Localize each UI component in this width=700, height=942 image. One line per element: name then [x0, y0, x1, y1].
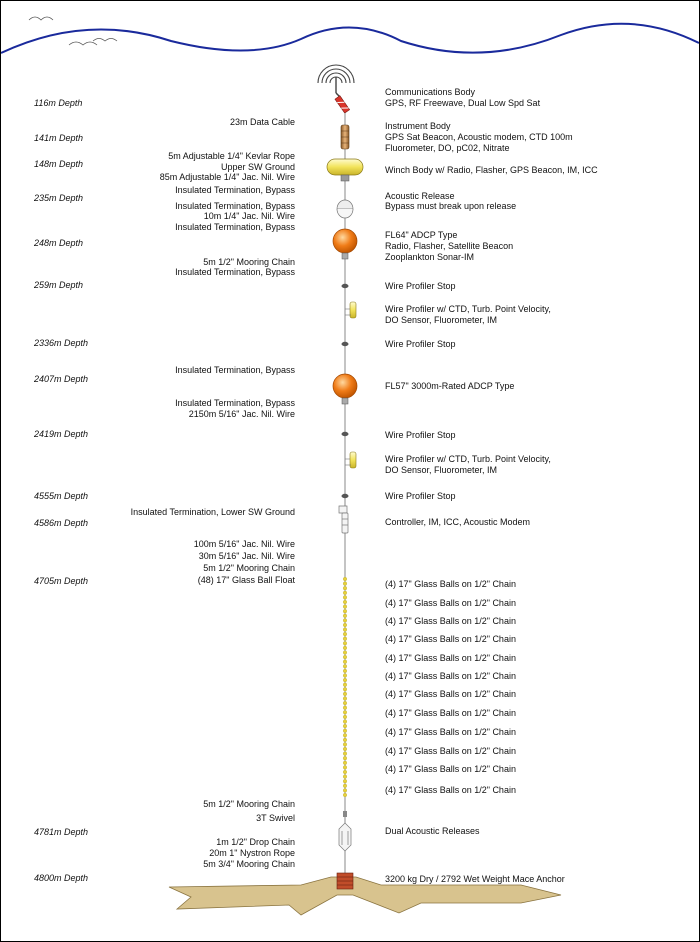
glass-balls-label: (4) 17" Glass Balls on 1/2" Chain	[385, 579, 516, 589]
glass-ball-icon	[343, 619, 347, 623]
depth-label: 148m Depth	[34, 159, 84, 169]
glass-ball-icon	[343, 609, 347, 613]
component-label: Wire Profiler Stop	[385, 339, 456, 349]
depth-label: 116m Depth	[34, 98, 83, 108]
glass-ball-icon	[343, 605, 347, 609]
glass-ball-icon	[343, 600, 347, 604]
glass-ball-icon	[343, 665, 347, 669]
glass-balls-label: (4) 17" Glass Balls on 1/2" Chain	[385, 764, 516, 774]
component-label: 1m 1/2" Drop Chain	[216, 837, 295, 847]
component-label: Instrument Body	[385, 121, 451, 131]
depth-label: 4800m Depth	[34, 873, 89, 883]
component-label: 5m 1/2" Mooring Chain	[203, 563, 295, 573]
glass-ball-icon	[343, 784, 347, 788]
glass-ball-icon	[343, 701, 347, 705]
component-label: Zooplankton Sonar-IM	[385, 252, 475, 262]
glass-ball-icon	[343, 766, 347, 770]
component-label: 5m 1/2" Mooring Chain	[203, 257, 295, 267]
glass-ball-icon	[343, 646, 347, 650]
glass-ball-icon	[343, 711, 347, 715]
glass-ball-icon	[343, 623, 347, 627]
glass-balls-label: (4) 17" Glass Balls on 1/2" Chain	[385, 653, 516, 663]
sea-surface	[1, 24, 699, 53]
glass-ball-icon	[343, 586, 347, 590]
glass-ball-icon	[343, 614, 347, 618]
component-label: Bypass must break upon release	[385, 201, 517, 211]
glass-ball-icon	[343, 582, 347, 586]
component-label: DO Sensor, Fluorometer, IM	[385, 465, 498, 475]
glass-balls-label: (4) 17" Glass Balls on 1/2" Chain	[385, 616, 516, 626]
component-label: Acoustic Release	[385, 191, 455, 201]
component-label: 2150m 5/16" Jac. Nil. Wire	[188, 409, 295, 419]
glass-balls-label: (4) 17" Glass Balls on 1/2" Chain	[385, 785, 516, 795]
glass-ball-icon	[343, 632, 347, 636]
glass-ball-icon	[343, 683, 347, 687]
glass-ball-icon	[343, 674, 347, 678]
depth-label: 4555m Depth	[34, 491, 89, 501]
glass-ball-icon	[343, 697, 347, 701]
component-label: (48) 17" Glass Ball Float	[197, 575, 295, 585]
depth-label: 4586m Depth	[34, 518, 89, 528]
depth-label: 235m Depth	[34, 193, 84, 203]
glass-ball-icon	[343, 743, 347, 747]
depth-label: 4705m Depth	[34, 576, 89, 586]
component-label: Wire Profiler Stop	[385, 491, 456, 501]
glass-balls-label: (4) 17" Glass Balls on 1/2" Chain	[385, 671, 516, 681]
glass-ball-icon	[343, 756, 347, 760]
wire-profiler-icon	[345, 452, 356, 468]
component-label: 3T Swivel	[256, 813, 295, 823]
component-label: 23m Data Cable	[229, 117, 295, 127]
glass-ball-icon	[343, 596, 347, 600]
mace-anchor-icon	[337, 873, 353, 889]
component-label: Insulated Termination, Bypass	[175, 365, 295, 375]
winch-body-float-icon	[327, 159, 363, 175]
glass-ball-icon	[343, 642, 347, 646]
glass-ball-icon	[343, 779, 347, 783]
depth-label: 259m Depth	[34, 280, 84, 290]
component-label: Radio, Flasher, Satellite Beacon	[385, 241, 514, 251]
component-label: Wire Profiler Stop	[385, 430, 456, 440]
component-label: Dual Acoustic Releases	[385, 826, 480, 836]
fl64-adcp-float-icon	[333, 229, 357, 253]
component-label: Fluorometer, DO, pC02, Nitrate	[385, 143, 510, 153]
component-label: 5m 1/2" Mooring Chain	[203, 799, 295, 809]
component-label: 5m Adjustable 1/4" Kevlar Rope	[168, 151, 295, 161]
depth-label: 2336m Depth	[34, 338, 89, 348]
glass-balls-label: (4) 17" Glass Balls on 1/2" Chain	[385, 598, 516, 608]
glass-balls-label: (4) 17" Glass Balls on 1/2" Chain	[385, 708, 516, 718]
glass-balls-label: (4) 17" Glass Balls on 1/2" Chain	[385, 727, 516, 737]
glass-ball-icon	[343, 678, 347, 682]
glass-ball-icon	[343, 793, 347, 797]
glass-ball-icon	[343, 669, 347, 673]
glass-balls-label: (4) 17" Glass Balls on 1/2" Chain	[385, 746, 516, 756]
glass-ball-icon	[343, 628, 347, 632]
glass-ball-icon	[343, 660, 347, 664]
glass-ball-icon	[343, 577, 347, 581]
depth-label: 4781m Depth	[34, 827, 89, 837]
glass-ball-icon	[343, 724, 347, 728]
component-label: 10m 1/4" Jac. Nil. Wire	[203, 211, 295, 221]
glass-ball-icon	[343, 715, 347, 719]
glass-ball-icon	[343, 651, 347, 655]
component-label: 5m 3/4" Mooring Chain	[203, 859, 295, 869]
glass-ball-icon	[343, 655, 347, 659]
component-label: Insulated Termination, Bypass	[175, 201, 295, 211]
glass-ball-icon	[343, 747, 347, 751]
glass-ball-icon	[343, 692, 347, 696]
component-label: GPS, RF Freewave, Dual Low Spd Sat	[385, 98, 541, 108]
component-label: Wire Profiler Stop	[385, 281, 456, 291]
component-label: Insulated Termination, Lower SW Ground	[130, 507, 295, 517]
glass-ball-icon	[343, 770, 347, 774]
glass-balls-label: (4) 17" Glass Balls on 1/2" Chain	[385, 634, 516, 644]
component-label: 100m 5/16" Jac. Nil. Wire	[193, 539, 295, 549]
component-label: Upper SW Ground	[220, 162, 295, 172]
controller-icon	[339, 506, 348, 533]
glass-ball-icon	[343, 637, 347, 641]
glass-ball-icon	[343, 729, 347, 733]
component-label: Communications Body	[385, 87, 476, 97]
wire-profiler-icon	[345, 302, 356, 318]
acoustic-release-icon	[337, 200, 353, 209]
glass-ball-icon	[343, 591, 347, 595]
radio-waves-icon	[318, 65, 354, 93]
glass-ball-icon	[343, 688, 347, 692]
bird-icon	[93, 39, 117, 42]
wire-profiler-stop-icon	[342, 284, 349, 288]
glass-ball-icon	[343, 752, 347, 756]
bird-icon	[29, 17, 53, 20]
component-label: Wire Profiler w/ CTD, Turb. Point Velocity,	[385, 454, 551, 464]
component-label: Winch Body w/ Radio, Flasher, GPS Beacon, IM, ICC	[385, 165, 598, 175]
glass-ball-icon	[343, 761, 347, 765]
glass-ball-icon	[343, 738, 347, 742]
swivel-icon	[343, 811, 347, 817]
component-label: 30m 5/16" Jac. Nil. Wire	[198, 551, 295, 561]
glass-ball-icon	[343, 706, 347, 710]
dual-acoustic-releases-icon	[339, 823, 351, 851]
component-label: 3200 kg Dry / 2792 Wet Weight Mace Anchor	[385, 874, 565, 884]
wire-profiler-stop-icon	[342, 342, 349, 346]
component-label: FL57" 3000m-Rated ADCP Type	[385, 381, 515, 391]
wire-profiler-stop-icon	[342, 432, 349, 436]
glass-ball-icon	[343, 720, 347, 724]
component-label: 20m 1" Nystron Rope	[209, 848, 295, 858]
depth-label: 2407m Depth	[34, 374, 89, 384]
glass-ball-icon	[343, 789, 347, 793]
glass-ball-icon	[343, 734, 347, 738]
component-label: DO Sensor, Fluorometer, IM	[385, 315, 498, 325]
component-label: Insulated Termination, Bypass	[175, 185, 295, 195]
fl57-adcp-float-icon	[333, 374, 357, 398]
component-label: Insulated Termination, Bypass	[175, 222, 295, 232]
depth-label: 141m Depth	[34, 133, 84, 143]
depth-label: 2419m Depth	[34, 429, 89, 439]
component-label: FL64" ADCP Type	[385, 230, 458, 240]
component-label: GPS Sat Beacon, Acoustic modem, CTD 100m	[385, 132, 573, 142]
glass-ball-icon	[343, 775, 347, 779]
component-label: Wire Profiler w/ CTD, Turb. Point Velocity,	[385, 304, 551, 314]
component-label: Insulated Termination, Bypass	[175, 267, 295, 277]
wire-profiler-stop-icon	[342, 494, 349, 498]
component-label: Controller, IM, ICC, Acoustic Modem	[385, 517, 531, 527]
glass-balls-label: (4) 17" Glass Balls on 1/2" Chain	[385, 689, 516, 699]
communications-body-icon	[335, 93, 350, 113]
component-label: 85m Adjustable 1/4" Jac. Nil. Wire	[159, 172, 295, 182]
depth-label: 248m Depth	[34, 238, 84, 248]
bird-icon	[69, 42, 97, 45]
component-label: Insulated Termination, Bypass	[175, 398, 295, 408]
